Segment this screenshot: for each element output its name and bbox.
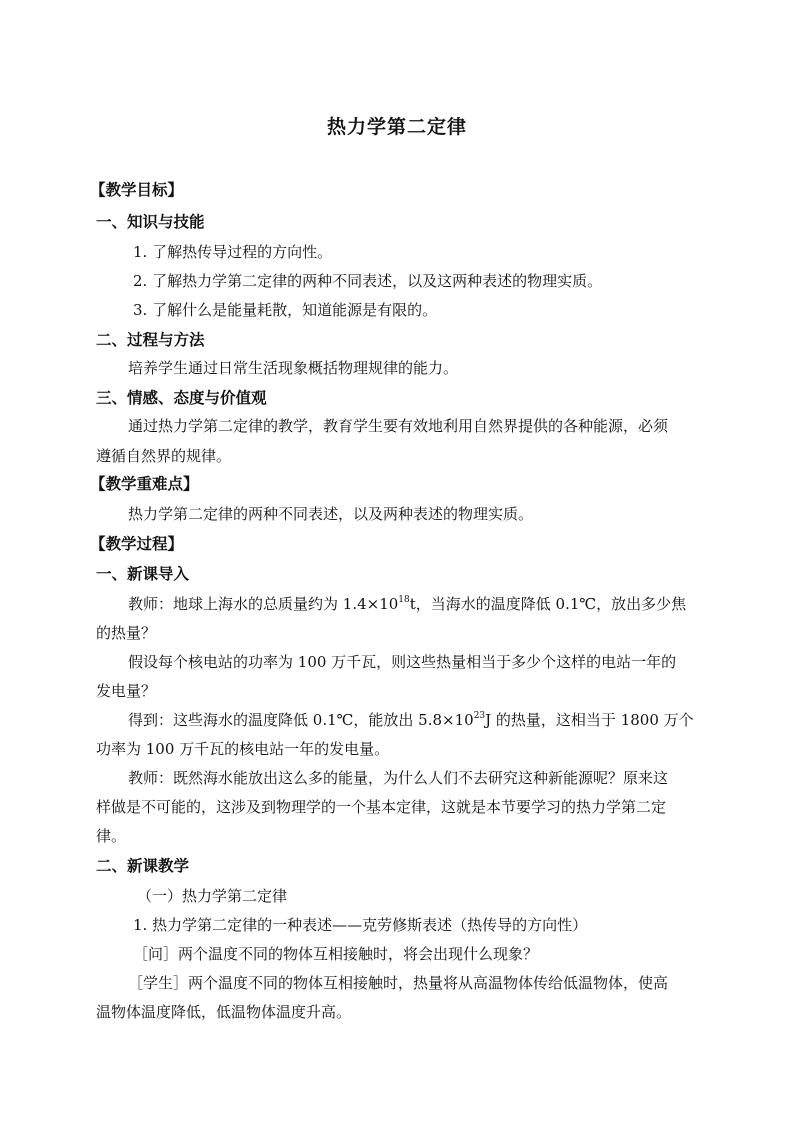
goal-item-1: 1. 了解热传导过程的方向性。 <box>133 243 333 261</box>
section-teaching-goals: 【教学目标】 <box>90 180 184 199</box>
intro-paragraph-1-line2: 的热量？ <box>96 624 157 642</box>
intro-paragraph-2-line1: 假设每个核电站的功率为 100 万千瓦，则这些热量相当于多少个这样的电站一年的 <box>128 653 677 671</box>
section-key-points: 【教学重难点】 <box>90 474 199 493</box>
heading-emotion-values: 三、情感、态度与价值观 <box>96 388 267 407</box>
process-method-text: 培养学生通过日常生活现象概括物理规律的能力。 <box>128 359 459 377</box>
heading-process-method: 二、过程与方法 <box>96 330 205 349</box>
goal-item-2: 2. 了解热力学第二定律的两种不同表述，以及这两种表述的物理实质。 <box>133 272 603 290</box>
subheading-second-law: （一）热力学第二定律 <box>137 887 288 905</box>
question-text: ［问］两个温度不同的物体互相接触时，将会出现什么现象？ <box>133 945 539 963</box>
goal-item-3: 3. 了解什么是能量耗散，知道能源是有限的。 <box>133 301 438 319</box>
document-title: 热力学第二定律 <box>326 116 467 138</box>
intro-paragraph-4-line2: 样做是不可能的，这涉及到物理学的一个基本定律，这就是本节要学习的热力学第二定 <box>96 798 667 816</box>
student-answer-line2: 温物体温度降低，低温物体温度升高。 <box>96 1003 352 1021</box>
intro-paragraph-4-line3: 律。 <box>96 827 127 845</box>
student-answer-line1: ［学生］两个温度不同的物体互相接触时，热量将从高温物体传给低温物体，使高 <box>128 974 669 992</box>
intro-paragraph-2-line2: 发电量？ <box>96 682 157 700</box>
heading-new-lesson: 二、新课教学 <box>96 856 190 875</box>
intro-paragraph-3-line1: 得到：这些海水的温度降低 0.1℃，能放出 $5.8\times 10^{23}J$ 的热量，这相当于 1800 万个 <box>128 711 694 729</box>
emotion-values-text-line1: 通过热力学第二定律的教学，教育学生要有效地利用自然界提供的各种能源，必须 <box>128 417 669 435</box>
section-teaching-process: 【教学过程】 <box>90 534 184 553</box>
intro-paragraph-4-line1: 教师：既然海水能放出这么多的能量，为什么人们不去研究这种新能源呢？原来这 <box>128 769 669 787</box>
intro-paragraph-3-line2: 功率为 100 万千瓦的核电站一年的发电量。 <box>96 740 390 758</box>
item-clausius-statement: 1. 热力学第二定律的一种表述——克劳修斯表述（热传导的方向性） <box>133 916 588 934</box>
heading-knowledge-skills: 一、知识与技能 <box>96 212 205 231</box>
intro-paragraph-1-line1: 教师：地球上海水的总质量约为 $1.4\times 10^{18}t$，当海水的温度降低 0.1℃，放出多少焦 <box>128 595 687 613</box>
heading-lesson-intro: 一、新课导入 <box>96 564 190 583</box>
emotion-values-text-line2: 遵循自然界的规律。 <box>96 447 232 465</box>
key-points-text: 热力学第二定律的两种不同表述，以及两种表述的物理实质。 <box>128 505 534 523</box>
